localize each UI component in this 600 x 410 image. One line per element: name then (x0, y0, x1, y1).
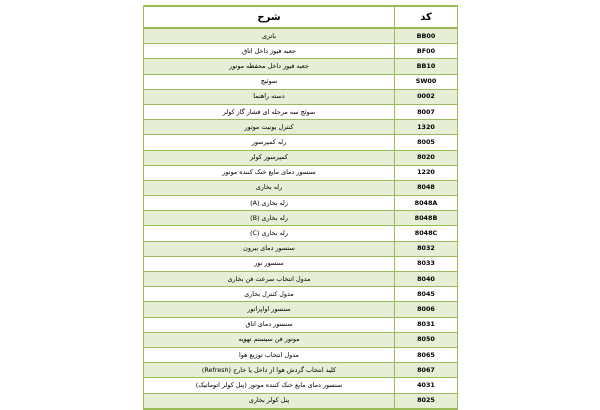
table-row (144, 302, 458, 317)
row-code: 0002 (395, 89, 458, 104)
row-code: 8048A (395, 196, 458, 211)
row-code: 8033 (395, 256, 458, 271)
row-description: رله بخاری (C) (144, 226, 395, 241)
row-code: 8050 (395, 332, 458, 347)
row-code: 8048C (395, 226, 458, 241)
row-code: 8007 (395, 104, 458, 119)
row-description: رله بخاری (144, 180, 395, 195)
row-code: 8006 (395, 302, 458, 317)
table-row (144, 332, 458, 347)
row-description: پنل کولر بخاری (144, 393, 395, 409)
row-code: 8045 (395, 287, 458, 302)
table-row (144, 120, 458, 135)
row-description: سنسور دمای اتاق (144, 317, 395, 332)
row-code: 1320 (395, 120, 458, 135)
row-code: 8067 (395, 363, 458, 378)
row-code: SW00 (395, 74, 458, 89)
table-row (144, 211, 458, 226)
row-description: مدول انتخاب توزیع هوا (144, 347, 395, 362)
table-header-row (144, 6, 458, 28)
row-code: 4031 (395, 378, 458, 393)
table-row (144, 226, 458, 241)
component-code-table (143, 5, 458, 410)
row-code: 8048B (395, 211, 458, 226)
row-code: BB00 (395, 28, 458, 44)
row-description: جعبه فیوز داخل اتاق (144, 44, 395, 59)
table-row (144, 150, 458, 165)
row-description: مدول کنترل بخاری (144, 287, 395, 302)
table-row (144, 393, 458, 409)
row-code: 8005 (395, 135, 458, 150)
table-row (144, 287, 458, 302)
row-description: سنسور دمای مایع خنک کننده موتور (144, 165, 395, 180)
row-code: 8031 (395, 317, 458, 332)
row-code: 8065 (395, 347, 458, 362)
row-description: کلید انتخاب گردش هوا از داخل یا خارج (Refresh) (144, 363, 395, 378)
row-description: سنسور دمای مایع خنک کننده موتور (پنل کولر اتوماتیک) (144, 378, 395, 393)
table-row (144, 347, 458, 362)
table-row (144, 44, 458, 59)
row-code: 8020 (395, 150, 458, 165)
row-description: کمپرسور کولر (144, 150, 395, 165)
table-row (144, 363, 458, 378)
row-code: 1220 (395, 165, 458, 180)
table-row (144, 256, 458, 271)
row-description: جعبه فیوز داخل محفظه موتور (144, 59, 395, 74)
table-row (144, 165, 458, 180)
table-row (144, 272, 458, 287)
row-code: 8025 (395, 393, 458, 409)
row-description: موتور فن سیستم تهویه (144, 332, 395, 347)
row-description: رله بخاری (B) (144, 211, 395, 226)
row-description: سوئچ سه مرحله ای فشار گاز کولر (144, 104, 395, 119)
row-code: 8048 (395, 180, 458, 195)
table-row (144, 196, 458, 211)
row-code: 8040 (395, 272, 458, 287)
table-row (144, 59, 458, 74)
row-code: BB10 (395, 59, 458, 74)
row-description: سنسور اواپراتور (144, 302, 395, 317)
row-description: دسته راهنما (144, 89, 395, 104)
table-body (144, 28, 458, 409)
table-row (144, 104, 458, 119)
row-description: سنسور نور (144, 256, 395, 271)
header-description: شرح (144, 6, 395, 28)
row-description: باتری (144, 28, 395, 44)
row-description: مدول انتخاب سرعت فن بخاری (144, 272, 395, 287)
row-code: 8032 (395, 241, 458, 256)
table-row (144, 317, 458, 332)
row-description: سنسور دمای بیرون (144, 241, 395, 256)
table-row (144, 135, 458, 150)
table-row (144, 89, 458, 104)
row-description: رله کمپرسور (144, 135, 395, 150)
row-description: کنترل یونیت موتور (144, 120, 395, 135)
row-description: رله بخاری (A) (144, 196, 395, 211)
table-row (144, 28, 458, 44)
row-code: BF00 (395, 44, 458, 59)
table-row (144, 241, 458, 256)
table-row (144, 180, 458, 195)
table-row (144, 74, 458, 89)
table-row (144, 378, 458, 393)
header-code: کد (395, 6, 458, 28)
row-description: سوئیچ (144, 74, 395, 89)
